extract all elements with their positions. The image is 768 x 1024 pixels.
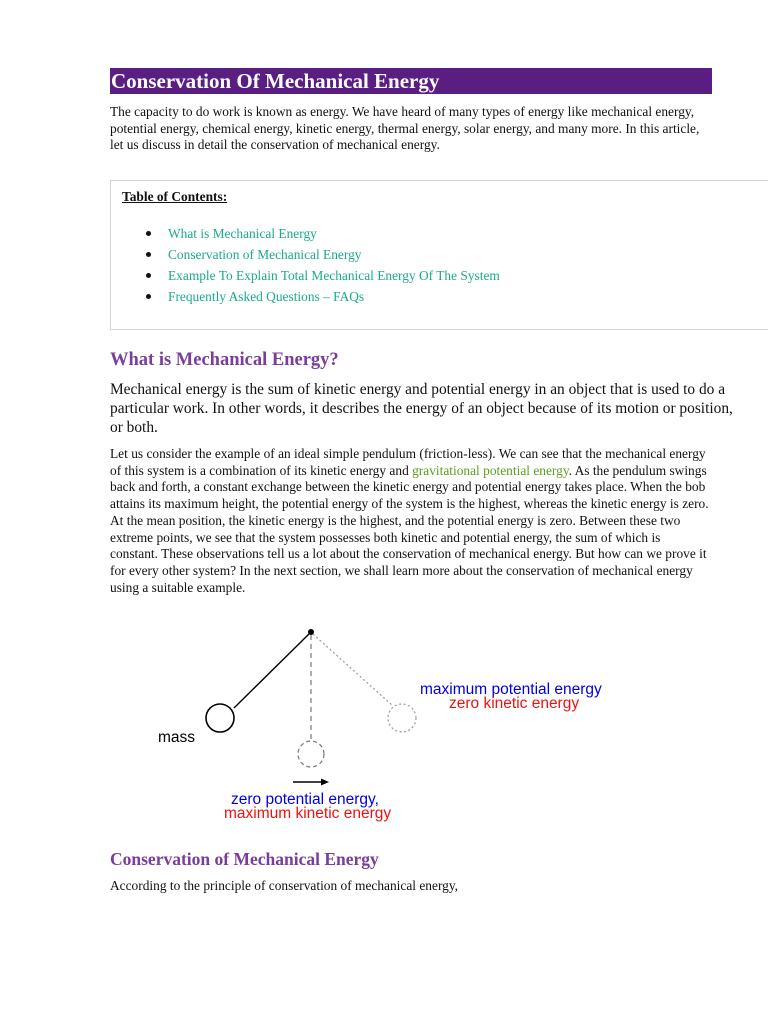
toc-list [146,223,500,307]
bob-at-mean-position [298,741,324,767]
gravitational-potential-energy-link[interactable]: gravitational potential energy [412,462,569,478]
max-potential-energy-label: maximum potential energy [420,681,602,698]
toc-link-faqs[interactable]: Frequently Asked Questions – FAQs [146,286,500,307]
zero-potential-energy-label: zero potential energy, [231,791,379,808]
page-title: Conservation Of Mechanical Energy [110,68,712,94]
section-heading-mechanical-energy: What is Mechanical Energy? [110,350,339,370]
bob-at-extreme-position [388,704,416,732]
section-heading-conservation: Conservation of Mechanical Energy [110,849,379,869]
toc-title: Table of Contents: [122,189,228,204]
table-of-contents [110,180,768,330]
toc-link-mechanical-energy[interactable]: What is Mechanical Energy [146,223,500,244]
extreme-position-line [313,634,393,706]
pendulum-bob [206,704,234,732]
mass-label: mass [158,729,196,746]
section1-lead-paragraph: Mechanical energy is the sum of kinetic energy and potential energy in an object that is used to do a particular work. In other words, it describes the energy of an object because of its motion or position, or both. [110,381,733,436]
body-text-before-link: Let us consider the example of an ideal simple pendulum (friction-less). We can see that the mechanical energy of this system is a combination of its kinetic energy and [110,446,706,478]
body-text-after-link: . As the pendulum swings back and forth, a constant exchange between the kinetic energy and potential energy takes place. When the bob attains its maximum height, the potential energy of the system is the highest, whereas the kinetic energy is zero. At the mean position, the kinetic energy is the highest, and the potential energy is zero. Between these two extreme points, we see that the system possesses both kinetic and potential energy, the sum of which is constant. These observations tell us a lot about the conservation of mechanical energy. But how can we prove it for every other system? In the next section, we shall learn more about the conservation of mechanical energy using a suitable example. [110,462,709,595]
pendulum-diagram [150,622,650,827]
intro-paragraph: The capacity to do work is known as energy. We have heard of many types of energy like mechanical energy, potential energy, chemical energy, kinetic energy, thermal energy, solar energy, and many more. In this article, let us discuss in detail the conservation of mechanical energy. [110,104,700,152]
section2-paragraph: According to the principle of conservation of mechanical energy, [110,878,459,893]
article-header [110,68,712,154]
velocity-arrow-head [321,779,329,786]
pendulum-string [234,632,311,708]
toc-link-example[interactable]: Example To Explain Total Mechanical Energy Of The System [146,265,500,286]
section1-body-paragraph [110,446,710,596]
zero-kinetic-energy-label: zero kinetic energy [449,695,580,712]
max-kinetic-energy-label: maximum kinetic energy [224,805,392,822]
toc-link-conservation[interactable]: Conservation of Mechanical Energy [146,244,500,265]
